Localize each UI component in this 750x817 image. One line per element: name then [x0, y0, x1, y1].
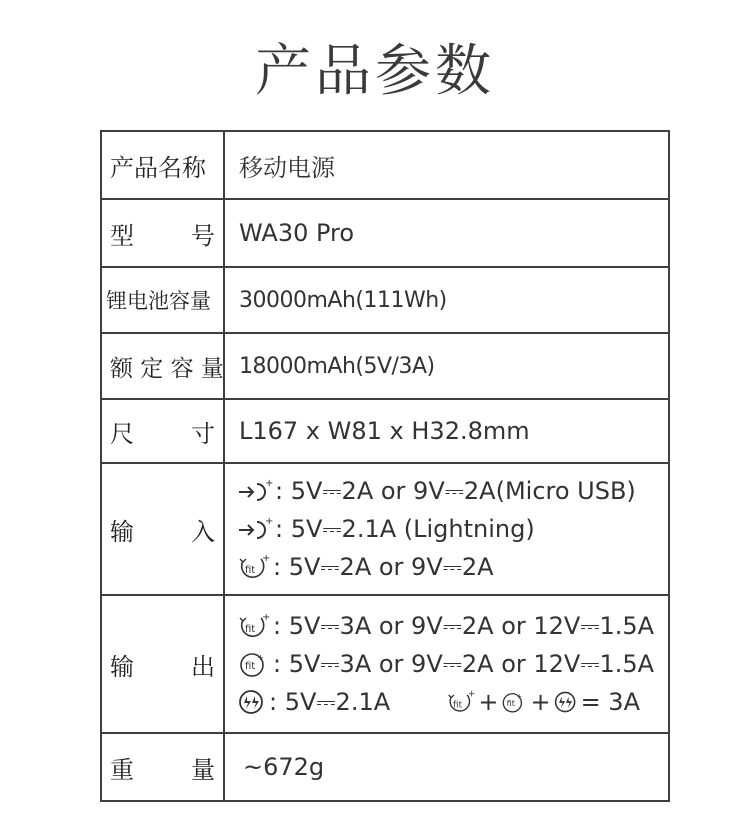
spec-table	[100, 130, 670, 802]
input-line: + : 5V⎓2.1A (Lightning)	[237, 512, 535, 546]
row-label: 额 定 容 量	[110, 355, 224, 382]
row-label: 重 量	[110, 755, 215, 784]
spec-row-dimensions	[102, 400, 668, 464]
fit-icon	[500, 689, 528, 715]
svg-text:+: +	[468, 689, 476, 700]
svg-text:+: +	[265, 516, 273, 527]
spec-row-model	[102, 200, 668, 268]
fit-plus-icon	[237, 553, 271, 581]
svg-text:+: +	[265, 478, 273, 489]
spec-row-product-name	[102, 132, 668, 200]
row-value: L167 x W81 x H32.8mm	[239, 417, 530, 445]
svg-text:fit: fit	[507, 698, 516, 709]
row-value: 移动电源	[239, 153, 335, 182]
spec-row-input	[102, 464, 668, 596]
svg-text:+: +	[262, 612, 271, 623]
svg-text:+: +	[257, 653, 264, 662]
input-line: + : 5V⎓2A or 9V⎓2A(Micro USB)	[237, 474, 636, 508]
row-label: 尺 寸	[110, 419, 215, 448]
fit-plus-icon	[237, 612, 271, 640]
lightning-icon	[553, 689, 579, 715]
row-label: 输 出	[110, 652, 215, 681]
row-value: ~672g	[243, 753, 325, 781]
row-value: WA30 Pro	[239, 219, 355, 247]
output-line: : 5V⎓2.1A fit + + fit + + = 3A	[237, 685, 668, 719]
svg-text:+: +	[262, 553, 271, 564]
plus-sign: +	[530, 688, 551, 716]
row-value: 30000mAh(111Wh)	[239, 287, 447, 313]
spec-row-rated-capacity	[102, 334, 668, 400]
row-value: 18000mAh(5V/3A)	[239, 353, 435, 379]
combined-output	[446, 688, 640, 716]
fit-icon	[237, 650, 271, 678]
fit-plus-icon	[446, 689, 476, 715]
input-line: fit + : 5V⎓2A or 9V⎓2A	[237, 550, 494, 584]
row-label: 锂电池容量	[106, 289, 211, 313]
spec-row-output	[102, 596, 668, 734]
combined-result: = 3A	[580, 688, 640, 716]
svg-text:fit: fit	[245, 565, 256, 576]
row-label: 型 号	[110, 221, 215, 250]
page-title: 产品参数	[255, 39, 495, 104]
spec-row-weight	[102, 734, 668, 800]
svg-text:fit: fit	[453, 700, 463, 711]
svg-text:fit: fit	[245, 624, 256, 635]
lightning-icon	[237, 689, 267, 715]
usb-input-icon	[237, 478, 273, 504]
spec-row-battery-capacity	[102, 268, 668, 334]
row-label: 产品名称	[110, 153, 206, 182]
svg-text:+: +	[516, 692, 523, 701]
usb-input-icon	[237, 516, 273, 542]
output-line: fit + : 5V⎓3A or 9V⎓2A or 12V⎓1.5A	[237, 609, 654, 643]
svg-text:fit: fit	[245, 661, 256, 672]
plus-sign: +	[478, 688, 499, 716]
output-line: fit + : 5V⎓3A or 9V⎓2A or 12V⎓1.5A	[237, 647, 654, 681]
row-label: 输 入	[110, 517, 215, 546]
